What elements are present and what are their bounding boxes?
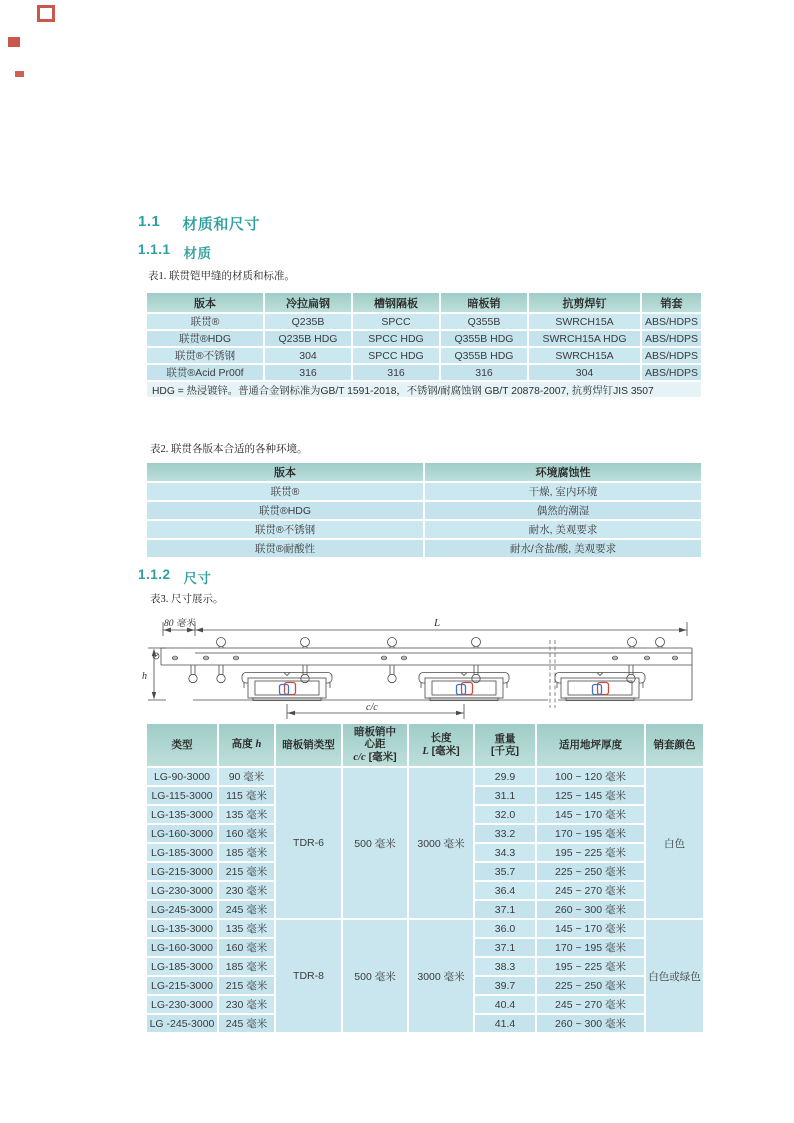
table-cell: 225 ~ 250 毫米 [536,976,645,995]
table-header-row [146,292,702,313]
table-cell: 195 ~ 225 毫米 [536,957,645,976]
table-cell: 31.1 [474,786,536,805]
table-cell: 145 ~ 170 毫米 [536,805,645,824]
section-title: 材质 [183,246,212,261]
table-cell: LG-230-3000 [146,995,218,1014]
red-scan-mark [8,37,20,47]
stud-heads [217,638,665,649]
table-cell: ABS/HDPS [641,347,702,364]
section-title: 材质和尺寸 [182,216,260,233]
table-cell: 36.4 [474,881,536,900]
merged-cell-sleeve-color: 白色或绿色 [645,919,704,1033]
table-cell: 37.1 [474,938,536,957]
table-cell: 32.0 [474,805,536,824]
table-cell: 316 [440,364,528,381]
table-cell: 245 毫米 [218,900,275,919]
header-text: 高度 [231,738,253,751]
table-cell: 135 毫米 [218,805,275,824]
table-cell: 230 毫米 [218,995,275,1014]
column-header: 版本 [146,462,424,482]
merged-cell-length: 3000 毫米 [408,767,474,919]
column-header: 冷拉扁钢 [264,292,352,313]
table-header-row [146,723,704,767]
table-cell: SWRCH15A HDG [528,330,641,347]
table-cell: 170 ~ 195 毫米 [536,824,645,843]
header-unit-text: [毫米] [368,750,397,763]
table-cell: 160 毫米 [218,824,275,843]
table-row [146,347,702,364]
table-cell: 225 ~ 250 毫米 [536,862,645,881]
table-cell: 245 毫米 [218,1014,275,1033]
table-cell: 316 [264,364,352,381]
column-header [342,723,408,767]
header-variable: c/c [353,751,366,763]
table-cell: 37.1 [474,900,536,919]
merged-cell-pin-type: TDR-6 [275,767,342,919]
table-cell: LG -245-3000 [146,1014,218,1033]
table-cell: SWRCH15A [528,313,641,330]
header-text: 暗板销中 [354,725,396,738]
header-unit-text: [千克] [491,745,519,757]
table-cell: 34.3 [474,843,536,862]
anchor-box [419,673,509,701]
table-cell: 145 ~ 170 毫米 [536,919,645,938]
flange-screws [153,653,678,660]
table-cell: SPCC HDG [352,347,440,364]
table-cell: LG-215-3000 [146,862,218,881]
break-lines [550,640,555,708]
table-cell: LG-185-3000 [146,843,218,862]
anchor-box [242,673,332,701]
merged-cell-cc: 500 毫米 [342,919,408,1033]
table-row [146,501,702,520]
table-row [146,313,702,330]
column-header: 抗剪焊钉 [528,292,641,313]
table-cell: 33.2 [474,824,536,843]
table-cell: 39.7 [474,976,536,995]
column-header: 类型 [146,723,218,767]
table-cell: 170 ~ 195 毫米 [536,938,645,957]
header-unit [343,751,407,764]
table2-caption: 表2. 联贯各版本合适的各种环境。 [150,444,308,455]
table-cell: 耐水/含盐/酸, 美观要求 [424,539,702,558]
dimensions-table [145,722,705,1034]
section-number: 1.1.1 [138,242,171,257]
materials-table [145,291,703,399]
table-row [146,767,704,786]
dim-arrowheads [152,628,687,716]
red-scan-mark [15,71,24,77]
header-unit-text: [毫米] [431,744,460,757]
table-cell: 干燥, 室内环境 [424,482,702,501]
header-unit [409,745,473,758]
table-cell: SWRCH15A [528,347,641,364]
header-text: 长度 [430,732,452,745]
table-row [146,330,702,347]
table-cell: 260 ~ 300 毫米 [536,900,645,919]
table-cell: ABS/HDPS [641,313,702,330]
table-cell: 125 ~ 145 毫米 [536,786,645,805]
table-cell: ABS/HDPS [641,330,702,347]
table-cell: LG-160-3000 [146,824,218,843]
column-header [474,723,536,767]
table-cell: 38.3 [474,957,536,976]
column-header: 适用地坪厚度 [536,723,645,767]
table-cell: 联贯®不锈钢 [146,347,264,364]
table-cell: 215 毫米 [218,862,275,881]
table-cell: 联贯®HDG [146,501,424,520]
merged-cell-cc: 500 毫米 [342,767,408,919]
merged-cell-sleeve-color: 白色 [645,767,704,919]
column-header: 销套 [641,292,702,313]
column-header: 版本 [146,292,264,313]
table-cell: 联贯®HDG [146,330,264,347]
column-header: 槽钢隔板 [352,292,440,313]
table-cell: 230 毫米 [218,881,275,900]
table-footnote-row [146,381,702,398]
table-cell: 耐水, 美观要求 [424,520,702,539]
table-cell: 36.0 [474,919,536,938]
column-header: 暗板销类型 [275,723,342,767]
table-cell: Q235B HDG [264,330,352,347]
table-cell: Q355B HDG [440,347,528,364]
table3-caption: 表3. 尺寸展示。 [150,594,224,605]
column-header: 暗板销 [440,292,528,313]
column-header: 销套颜色 [645,723,704,767]
table-cell: 35.7 [474,862,536,881]
table-cell: 195 ~ 225 毫米 [536,843,645,862]
section-title: 尺寸 [183,571,212,586]
table-cell: 245 ~ 270 毫米 [536,881,645,900]
table-cell: 联贯®Acid Pr00f [146,364,264,381]
table-header-row [146,462,702,482]
dimension-drawing [138,612,700,722]
table-cell: 245 ~ 270 毫米 [536,995,645,1014]
merged-cell-length: 3000 毫米 [408,919,474,1033]
table-cell: Q355B [440,313,528,330]
table-cell: LG-135-3000 [146,805,218,824]
header-variable: L [422,745,429,757]
table-cell: 联贯®耐酸性 [146,539,424,558]
table-cell: LG-135-3000 [146,919,218,938]
table-cell: 215 毫米 [218,976,275,995]
table-cell: 联贯® [146,482,424,501]
table-cell: 联贯® [146,313,264,330]
merged-cell-pin-type: TDR-8 [275,919,342,1033]
section-number: 1.1 [138,213,161,230]
table-cell: 115 毫米 [218,786,275,805]
dim-label-L: L [434,617,441,629]
table-cell: 联贯®不锈钢 [146,520,424,539]
table-cell: 304 [528,364,641,381]
table-cell: 41.4 [474,1014,536,1033]
table-cell: LG-90-3000 [146,767,218,786]
table-footnote: HDG = 热浸镀锌。普通合金钢标准为GB/T 1591-2018，不锈钢/耐腐蚀钢 GB/T 20878-2007, 抗剪焊钉JIS 3507 [146,381,702,398]
header-variable: h [255,739,262,751]
red-scan-mark [37,5,55,22]
table-cell: Q355B HDG [440,330,528,347]
table-cell: 260 ~ 300 毫米 [536,1014,645,1033]
section-heading-1-1-2 [138,567,212,587]
table-cell: 29.9 [474,767,536,786]
table-cell: LG-215-3000 [146,976,218,995]
dim-label-cc: c/c [366,702,378,713]
column-header [408,723,474,767]
table-cell: 135 毫米 [218,919,275,938]
table-cell: 偶然的潮湿 [424,501,702,520]
table-cell: ABS/HDPS [641,364,702,381]
section-number: 1.1.2 [138,567,171,582]
table-cell: Q235B [264,313,352,330]
column-header: 环境腐蚀性 [424,462,702,482]
table-cell: SPCC HDG [352,330,440,347]
table-cell: 90 毫米 [218,767,275,786]
environments-table [145,461,703,559]
header-text: 重量 [494,732,516,745]
table1-caption: 表1. 联贯铠甲缝的材质和标准。 [148,271,295,282]
dim-label-h: h [142,671,147,682]
table-row [146,482,702,501]
table-cell: 185 毫米 [218,957,275,976]
section-heading-1-1 [138,213,260,234]
table-row [146,520,702,539]
dim-label-80mm: 80 毫米 [164,619,195,629]
table-cell: LG-115-3000 [146,786,218,805]
table-cell: 160 毫米 [218,938,275,957]
section-heading-1-1-1 [138,242,212,262]
dim-ticks [163,622,687,636]
table-cell: 40.4 [474,995,536,1014]
header-text: 心距 [364,738,386,751]
table-cell: 185 毫米 [218,843,275,862]
table-row [146,364,702,381]
anchor-box [555,673,645,701]
table-cell: 316 [352,364,440,381]
table-row [146,919,704,938]
dim-h [148,648,166,700]
table-cell: 100 ~ 120 毫米 [536,767,645,786]
table-row [146,539,702,558]
table-cell: SPCC [352,313,440,330]
table-cell: LG-230-3000 [146,881,218,900]
column-header [218,723,275,767]
table-cell: 304 [264,347,352,364]
table-cell: LG-185-3000 [146,957,218,976]
table-cell: LG-245-3000 [146,900,218,919]
table-cell: LG-160-3000 [146,938,218,957]
